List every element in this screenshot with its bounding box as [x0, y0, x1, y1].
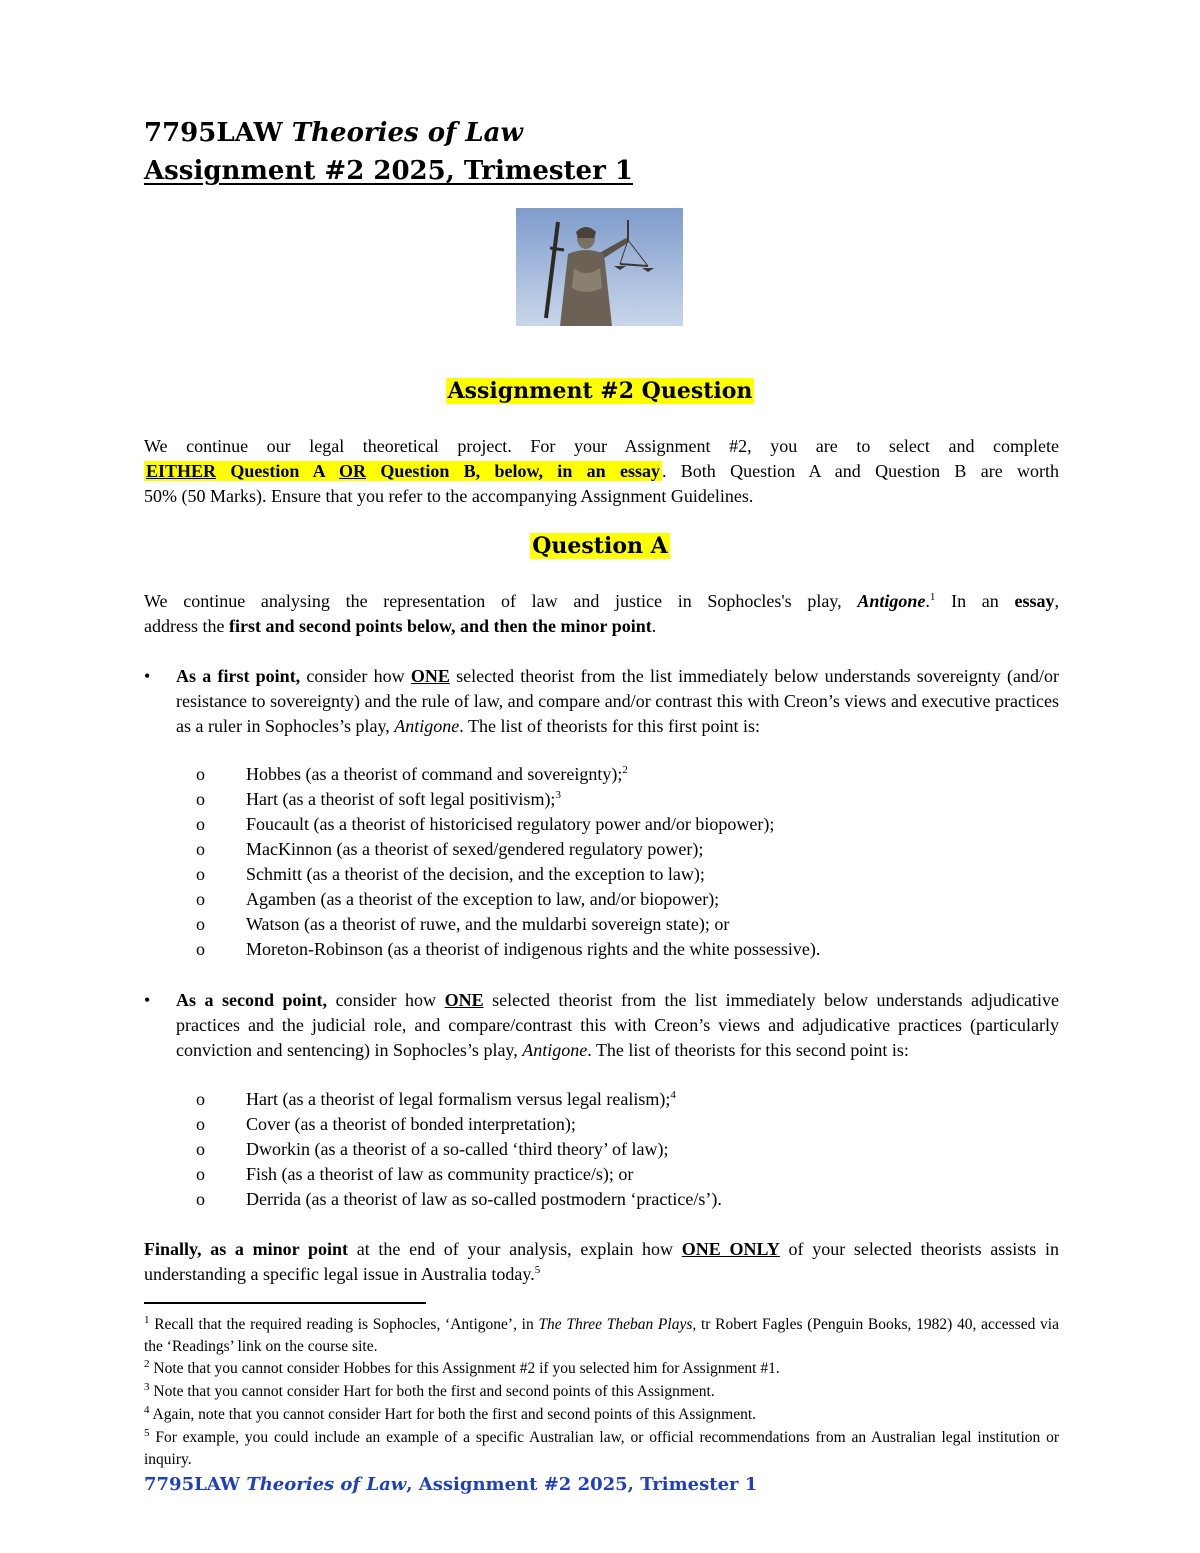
question-a-heading: Question A — [532, 533, 668, 559]
circle-bullet-icon: o — [196, 864, 205, 884]
circle-bullet-icon: o — [196, 914, 205, 934]
document-subtitle: Assignment #2 2025, Trimester 1 — [144, 156, 633, 186]
first-point-bullet: • As a first point, consider how ONE selected theorist from the list immediately below understands sovereignty (and/or resistance to sovereignty) and the rule of law, and compare and/or contrast this with Creon’s views and executive practices as a ruler in Sophocles’s play, Antigone. The list of theorists for this first point is: — [144, 666, 1059, 736]
circle-bullet-icon: o — [196, 939, 205, 959]
circle-bullet-icon: o — [196, 1089, 205, 1109]
justice-statue-image — [516, 208, 683, 326]
circle-bullet-icon: o — [196, 764, 205, 784]
circle-bullet-icon: o — [196, 1164, 205, 1184]
circle-bullet-icon: o — [196, 1139, 205, 1159]
footnote-item: $^2$ Note that you cannot consider Hobbes for this Assignment #2 if you selected him for Assignment #1. — [144, 1357, 780, 1377]
minor-point-paragraph: Finally, as a minor point at the end of your analysis, explain how ONE ONLY of your selected theorists assists in understanding a specific legal issue in Australia today.$^5$ — [144, 1239, 1059, 1284]
circle-bullet-icon: o — [196, 814, 205, 834]
footnote-divider — [144, 1302, 426, 1304]
assignment-question-heading: Assignment #2 Question — [447, 378, 753, 404]
intro-paragraph: We continue our legal theoretical project. For your Assignment #2, you are to select and complete EITHER Question A OR Question B, below, in an essay . Both Question A and Question B are worth 50% (50 Marks). Ensure that you refer to the accompanying Assignment Guidelines. — [144, 436, 1060, 506]
footnote-item: $^5$ For example, you could include an example of a specific Australian law, or official recommendations from an Australian legal institution or inquiry. — [144, 1426, 1059, 1468]
question-a-paragraph: We continue analysing the representation of law and justice in Sophocles's play, Antigone.$^1$ In an essay, address the first and second points below, and then the minor point. — [144, 591, 1059, 636]
second-point-bullet: • As a second point, consider how ONE selected theorist from the list immediately below understands adjudicative practices and the judicial role, and compare/contrast this with Creon’s views and adjudicative practices (particularly conviction and sentencing) in Sophocles’s play, Antigone. The list of theorists for this second point is: — [144, 990, 1059, 1060]
bullet-icon: • — [144, 666, 151, 686]
circle-bullet-icon: o — [196, 789, 205, 809]
bullet-icon: • — [144, 990, 151, 1010]
circle-bullet-icon: o — [196, 839, 205, 859]
footnote-item: $^4$ Again, note that you cannot consider Hart for both the first and second points of this Assignment. — [144, 1403, 757, 1423]
page-footer: 7795LAW Theories of Law, Assignment #2 2025, Trimester 1 — [144, 1474, 758, 1495]
circle-bullet-icon: o — [196, 1189, 205, 1209]
footnote-item: $^1$ Recall that the required reading is Sophocles, ‘Antigone’, in The Three Theban Plays, tr Robert Fagles (Penguin Books, 1982) 40, accessed via the ‘Readings’ link on the course site. — [144, 1313, 1059, 1355]
document-title: 7795LAW Theories of Law — [144, 118, 523, 148]
circle-bullet-icon: o — [196, 889, 205, 909]
circle-bullet-icon: o — [196, 1114, 205, 1134]
footnote-item: $^3$ Note that you cannot consider Hart for both the first and second points of this Assignment. — [144, 1380, 715, 1400]
